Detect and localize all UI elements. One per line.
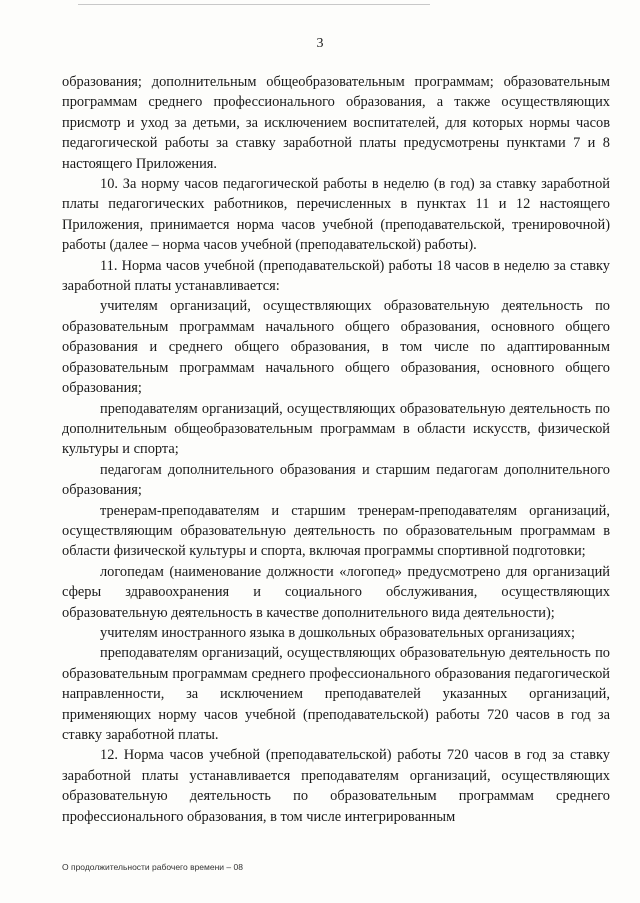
paragraph: 11. Норма часов учебной (преподавательской) работы 18 часов в неделю за ставку заработной платы устанавливается:	[62, 257, 610, 295]
document-body	[62, 72, 610, 827]
paragraph: 12. Норма часов учебной (преподавательской) работы 720 часов в год за ставку заработной платы устанавливается преподавателям организаций, осуществляющих образовательную деятельность по образовательным программам среднего профессионального образования, в том числе интегрированным	[62, 747, 610, 825]
paragraph: тренерам-преподавателям и старшим тренерам-преподавателям организаций, осуществляющим образовательную деятельность по образовательным программам в области физической культуры и спорта, включая программы спортивной подготовки;	[62, 502, 610, 560]
paragraph: педагогам дополнительного образования и старшим педагогам дополнительного образования;	[62, 461, 610, 499]
paragraph: логопедам (наименование должности «логопед» предусмотрено для организаций сферы здравоохранения и социального обслуживания, осуществляющих образовательную деятельность в качестве дополнительного вида деятельности);	[62, 563, 610, 621]
paragraph: учителям иностранного языка в дошкольных образовательных организациях;	[100, 624, 576, 641]
paragraph: образования; дополнительным общеобразовательным программам; образовательным программам среднего профессионального образования, а также осуществляющих присмотр и уход за детьми, за исключением воспитателей, для которых нормы часов педагогической работы за ставку заработной платы предусмотрены пунктами 7 и 8 настоящего Приложения.	[62, 74, 610, 172]
paragraph: преподавателям организаций, осуществляющих образовательную деятельность по дополнительным общеобразовательным программам в области искусств, физической культуры и спорта;	[62, 400, 610, 458]
paragraph: преподавателям организаций, осуществляющих образовательную деятельность по образовательным программам среднего профессионального образования педагогической направленности, за исключением преподавателей указанных организаций, применяющих норму часов учебной (преподавательской) работы 720 часов в год за ставку заработной платы.	[62, 645, 610, 743]
paragraph: учителям организаций, осуществляющих образовательную деятельность по образовательным программам начального общего образования, основного общего образования и среднего общего образования, в том числе по адаптированным образовательным программам начального общего образования, основного общего образования;	[62, 298, 610, 397]
top-edge-line	[78, 4, 430, 5]
page-number: 3	[316, 36, 324, 51]
paragraph: 10. За норму часов педагогической работы в неделю (в год) за ставку заработной платы педагогических работников, перечисленных в пунктах 11 и 12 настоящего Приложения, принимается норма часов учебной (преподавательской, тренировочной) работы (далее – норма часов учебной (преподавательской) работы).	[62, 176, 610, 254]
footer-note: О продолжительности рабочего времени – 08	[62, 862, 243, 872]
